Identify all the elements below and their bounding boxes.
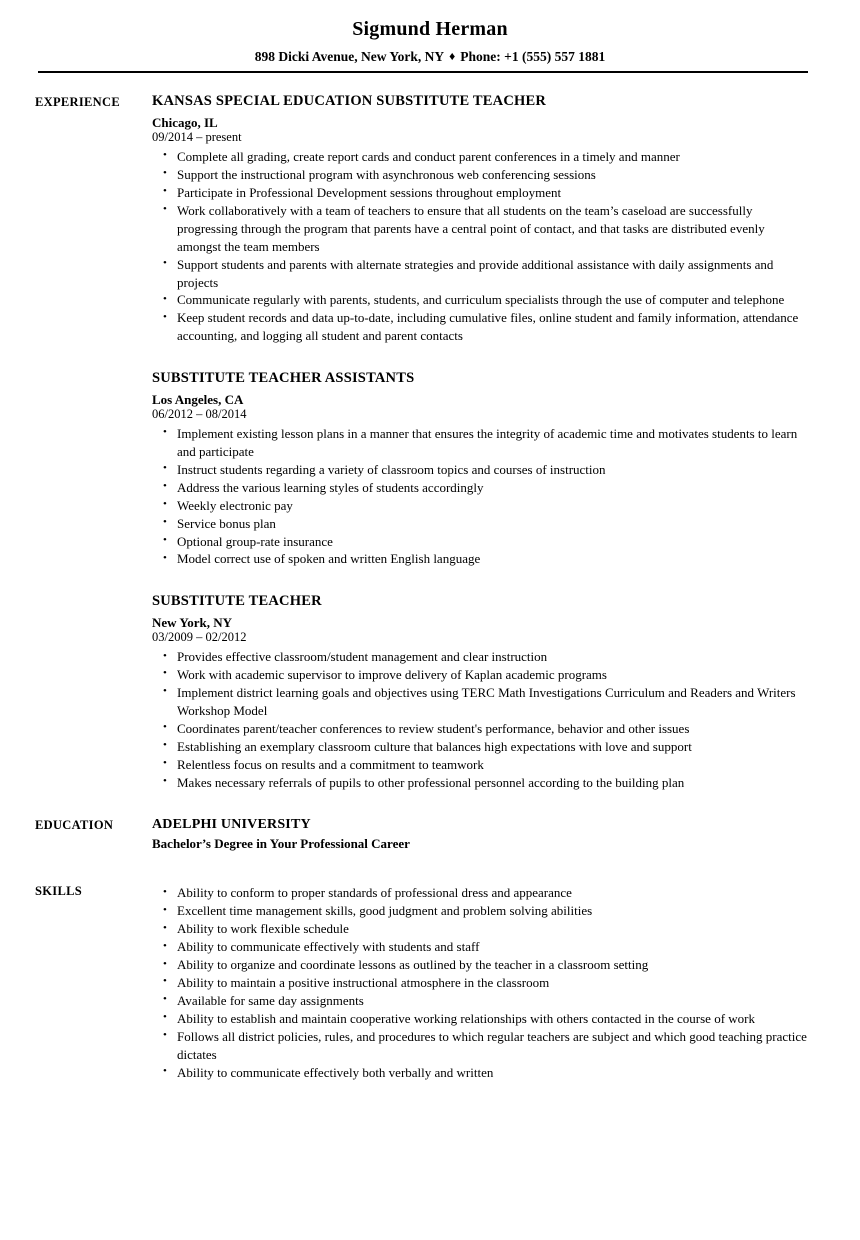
experience-entry (152, 593, 810, 791)
header-divider-wrap (0, 71, 860, 73)
bullet-item: • Follows all district policies, rules, and procedures to which regular teachers are subject and which good teaching practice dictates (152, 1028, 810, 1064)
bullet-item: • Support students and parents with alternate strategies and provide additional assistance with daily assignments and projects (152, 256, 810, 292)
bullet-item: • Complete all grading, create report cards and conduct parent conferences in a timely and manner (152, 148, 810, 166)
job-title: SUBSTITUTE TEACHER (152, 593, 322, 610)
bullet-item: • Participate in Professional Development sessions throughout employment (152, 184, 810, 202)
bullet-item: • Ability to maintain a positive instructional atmosphere in the classroom (152, 974, 810, 992)
job-bullet-list (152, 425, 810, 569)
contact-phone: Phone: +1 (555) 557 1881 (460, 49, 606, 64)
job-title: SUBSTITUTE TEACHER ASSISTANTS (152, 370, 415, 387)
education-section-label: EDUCATION (35, 817, 114, 832)
diamond-separator-icon: ♦ (449, 49, 456, 63)
job-dates: 06/2012 – 08/2014 (152, 407, 247, 422)
bullet-item: • Makes necessary referrals of pupils to other professional personnel according to the building plan (152, 774, 810, 792)
job-title: KANSAS SPECIAL EDUCATION SUBSTITUTE TEACHER (152, 93, 547, 110)
bullet-item: • Ability to work flexible schedule (152, 920, 810, 938)
bullet-item: • Ability to organize and coordinate lessons as outlined by the teacher in a classroom setting (152, 956, 810, 974)
education-entry (152, 816, 810, 853)
bullet-item: • Address the various learning styles of students accordingly (152, 479, 810, 497)
bullet-item: • Excellent time management skills, good judgment and problem solving abilities (152, 902, 810, 920)
bullet-item: • Instruct students regarding a variety of classroom topics and courses of instruction (152, 461, 810, 479)
bullet-item: • Implement existing lesson plans in a manner that ensures the integrity of academic time and motivates students to learn and participate (152, 425, 810, 461)
experience-entry (152, 93, 810, 345)
job-location: Los Angeles, CA (152, 391, 244, 407)
job-bullet-list (152, 648, 810, 792)
bullet-item: • Work collaboratively with a team of teachers to ensure that all students on the team’s caseload are successfully progressing through the program that parents have a central point of contact, and that tasks are distributed evenly amongst the team members (152, 202, 810, 256)
skills-section (0, 882, 860, 1081)
header-divider (38, 71, 808, 73)
bullet-item: • Establishing an exemplary classroom culture that balances high expectations with love and support (152, 738, 810, 756)
experience-section (0, 93, 860, 791)
contact-address: 898 Dicki Avenue, New York, NY (254, 49, 445, 64)
bullet-item: • Ability to establish and maintain cooperative working relationships with others contacted in the course of work (152, 1010, 810, 1028)
resume-header (0, 0, 860, 65)
skills-entries (152, 882, 810, 1081)
candidate-name: Sigmund Herman (352, 18, 508, 40)
bullet-item: • Provides effective classroom/student management and clear instruction (152, 648, 810, 666)
education-section (0, 816, 860, 853)
experience-entry (152, 370, 810, 568)
job-location: Chicago, IL (152, 114, 218, 130)
experience-entries (152, 93, 810, 791)
bullet-item: • Support the instructional program with asynchronous web conferencing sessions (152, 166, 810, 184)
bullet-item: • Ability to communicate effectively with students and staff (152, 938, 810, 956)
job-dates: 09/2014 – present (152, 130, 242, 145)
experience-section-label: EXPERIENCE (35, 95, 120, 110)
education-degree: Bachelor’s Degree in Your Professional Career (152, 836, 410, 852)
job-location: New York, NY (152, 614, 233, 630)
bullet-item: • Work with academic supervisor to improve delivery of Kaplan academic programs (152, 666, 810, 684)
bullet-item: • Keep student records and data up-to-date, including cumulative files, online student and family information, attendance accounting, and logging all student and parent contacts (152, 309, 810, 345)
bullet-item: • Available for same day assignments (152, 992, 810, 1010)
bullet-item: • Coordinates parent/teacher conferences to review student's performance, behavior and other issues (152, 720, 810, 738)
bullet-item: • Model correct use of spoken and written English language (152, 550, 810, 568)
skills-section-label: SKILLS (35, 884, 82, 899)
bullet-item: • Communicate regularly with parents, students, and curriculum specialists through the use of computer and telephone (152, 291, 810, 309)
bullet-item: • Ability to conform to proper standards of professional dress and appearance (152, 884, 810, 902)
bullet-item: • Ability to communicate effectively both verbally and written (152, 1064, 810, 1082)
job-bullet-list (152, 148, 810, 345)
bullet-item: • Service bonus plan (152, 515, 810, 533)
bullet-item: • Relentless focus on results and a commitment to teamwork (152, 756, 810, 774)
education-entries (152, 816, 810, 853)
bullet-item: • Weekly electronic pay (152, 497, 810, 515)
bullet-item: • Implement district learning goals and objectives using TERC Math Investigations Curriculum and Readers and Writers Workshop Model (152, 684, 810, 720)
education-school: ADELPHI UNIVERSITY (152, 816, 311, 832)
job-dates: 03/2009 – 02/2012 (152, 630, 247, 645)
contact-line (0, 49, 860, 65)
bullet-item: • Optional group-rate insurance (152, 533, 810, 551)
skills-bullet-list (152, 884, 810, 1081)
